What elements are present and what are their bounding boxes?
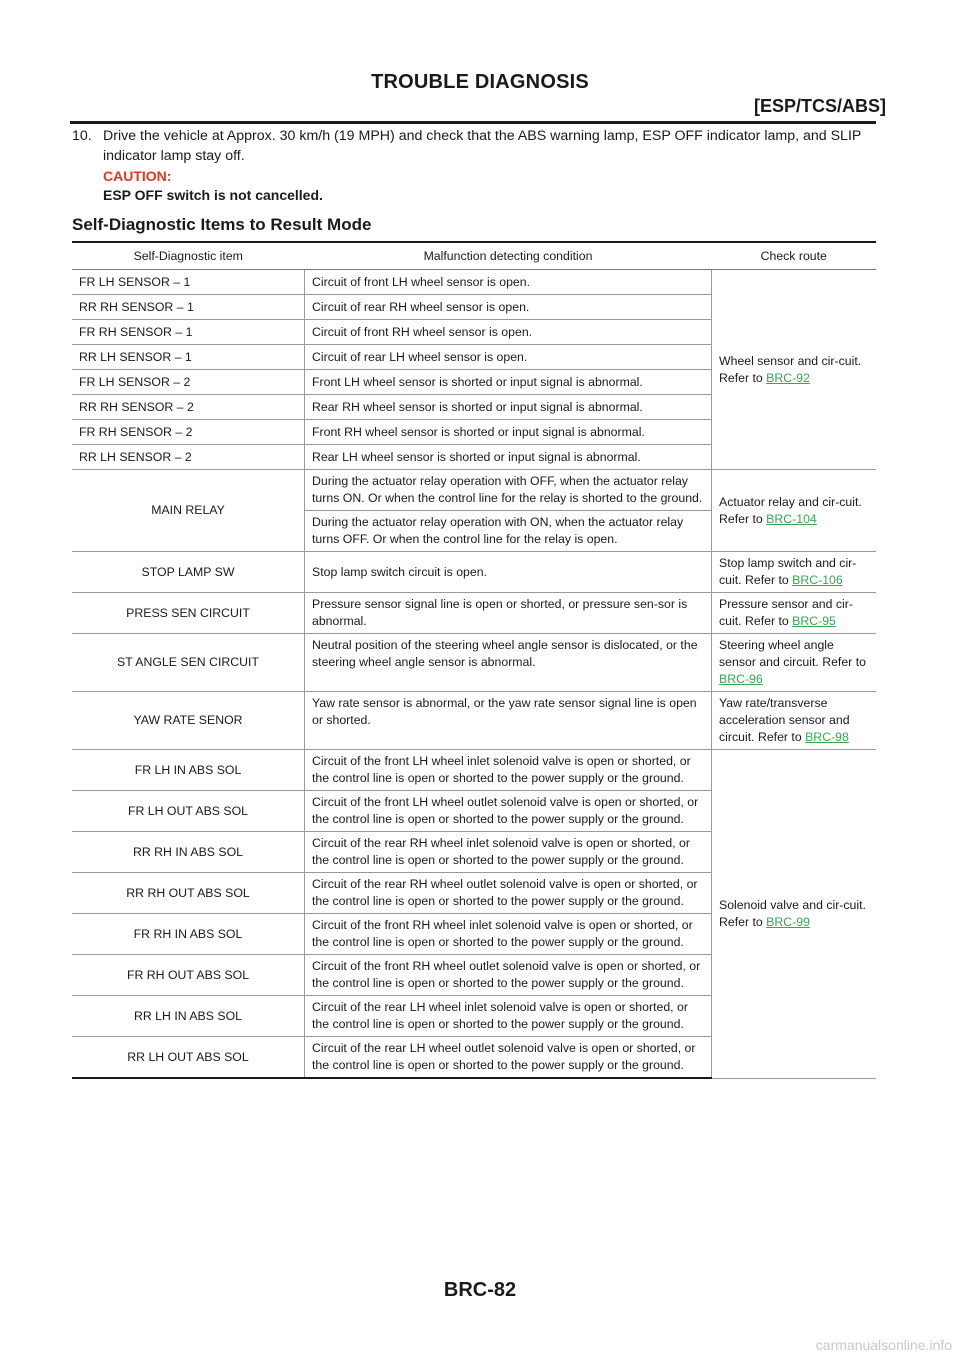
condition-cell: Circuit of the front RH wheel inlet solenoid valve is open or shorted, or the control line is open or shorted to the power supply or the ground.	[305, 914, 712, 955]
condition-cell: Circuit of the front LH wheel inlet solenoid valve is open or shorted, or the control line is open or shorted to the power supply or the ground.	[305, 750, 712, 791]
item-cell: RR RH OUT ABS SOL	[72, 873, 305, 914]
route-cell-stop-lamp	[712, 552, 877, 593]
step-number: 10.	[72, 128, 92, 144]
table-row	[72, 470, 876, 511]
condition-cell: During the actuator relay operation with ON, when the actuator relay turns OFF. Or when the control line for the relay is open.	[305, 511, 712, 552]
condition-cell: Circuit of the rear RH wheel inlet solenoid valve is open or shorted, or the control line is open or shorted to the power supply or the ground.	[305, 832, 712, 873]
condition-cell: Circuit of front LH wheel sensor is open.	[305, 270, 712, 295]
condition-cell: Circuit of the rear RH wheel outlet solenoid valve is open or shorted, or the control line is open or shorted to the power supply or the ground.	[305, 873, 712, 914]
item-cell: RR RH IN ABS SOL	[72, 832, 305, 873]
page-number: BRC-82	[443, 1279, 517, 1301]
column-header-item: Self-Diagnostic item	[72, 242, 305, 270]
condition-cell: Circuit of the front LH wheel outlet solenoid valve is open or shorted, or the control line is open or shorted to the power supply or the ground.	[305, 791, 712, 832]
diagnostic-items-table	[72, 241, 876, 1079]
item-cell: FR LH IN ABS SOL	[72, 750, 305, 791]
route-text: Steering wheel angle sensor and circuit. Refer to	[719, 638, 866, 669]
item-cell: FR RH SENSOR – 2	[72, 420, 305, 445]
route-cell-pressure-sensor	[712, 593, 877, 634]
item-cell: FR RH OUT ABS SOL	[72, 955, 305, 996]
condition-cell: Yaw rate sensor is abnormal, or the yaw rate sensor signal line is open or shorted.	[305, 692, 712, 750]
item-cell: FR LH OUT ABS SOL	[72, 791, 305, 832]
condition-cell: Front RH wheel sensor is shorted or input signal is abnormal.	[305, 420, 712, 445]
item-cell: RR LH IN ABS SOL	[72, 996, 305, 1037]
table-row	[72, 593, 876, 634]
condition-cell: Rear RH wheel sensor is shorted or input signal is abnormal.	[305, 395, 712, 420]
brc-95-link[interactable]: BRC-95	[792, 614, 836, 628]
route-text: Wheel sensor and cir-cuit. Refer to	[719, 353, 862, 385]
item-cell: PRESS SEN CIRCUIT	[72, 593, 305, 634]
condition-cell: Front LH wheel sensor is shorted or input signal is abnormal.	[305, 370, 712, 395]
page-title: TROUBLE DIAGNOSIS	[371, 71, 589, 93]
table-row	[72, 552, 876, 593]
procedure-step	[72, 126, 892, 166]
column-header-route: Check route	[712, 242, 877, 270]
condition-cell: Circuit of the rear LH wheel outlet solenoid valve is open or shorted, or the control line is open or shorted to the power supply or the ground.	[305, 1037, 712, 1079]
watermark: carmanualsonline.info	[815, 1337, 952, 1353]
table-header-row	[72, 242, 876, 270]
item-cell: FR LH SENSOR – 1	[72, 270, 305, 295]
item-cell: MAIN RELAY	[72, 470, 305, 552]
item-cell: RR RH SENSOR – 2	[72, 395, 305, 420]
table-row	[72, 692, 876, 750]
route-cell-wheel-sensor	[712, 270, 877, 470]
route-text: Pressure sensor and cir-cuit. Refer to	[719, 597, 853, 628]
condition-cell: Pressure sensor signal line is open or shorted, or pressure sen-sor is abnormal.	[305, 593, 712, 634]
caution-text: ESP OFF switch is not cancelled.	[103, 187, 323, 203]
brc-96-link[interactable]: BRC-96	[719, 672, 763, 686]
condition-cell: Circuit of rear RH wheel sensor is open.	[305, 295, 712, 320]
route-cell-actuator-relay	[712, 470, 877, 552]
table-row	[72, 634, 876, 692]
brc-98-link[interactable]: BRC-98	[805, 730, 849, 744]
table-row	[72, 270, 876, 295]
condition-cell: Circuit of rear LH wheel sensor is open.	[305, 345, 712, 370]
condition-cell: Rear LH wheel sensor is shorted or input signal is abnormal.	[305, 445, 712, 470]
condition-cell: Stop lamp switch circuit is open.	[305, 552, 712, 593]
item-cell: RR RH SENSOR – 1	[72, 295, 305, 320]
section-heading: Self-Diagnostic Items to Result Mode	[72, 215, 372, 234]
item-cell: ST ANGLE SEN CIRCUIT	[72, 634, 305, 692]
item-cell: FR LH SENSOR – 2	[72, 370, 305, 395]
brc-92-link[interactable]: BRC-92	[766, 370, 810, 385]
condition-cell: Circuit of the rear LH wheel inlet solenoid valve is open or shorted, or the control line is open or shorted to the power supply or the ground.	[305, 996, 712, 1037]
route-text: Solenoid valve and cir-cuit. Refer to	[719, 897, 866, 929]
route-cell-yaw-rate	[712, 692, 877, 750]
brc-99-link[interactable]: BRC-99	[766, 914, 810, 929]
condition-cell: Circuit of the front RH wheel outlet solenoid valve is open or shorted, or the control line is open or shorted to the power supply or the ground.	[305, 955, 712, 996]
item-cell: YAW RATE SENOR	[72, 692, 305, 750]
condition-cell: Neutral position of the steering wheel angle sensor is dislocated, or the steering wheel angle sensor is abnormal.	[305, 634, 712, 692]
route-cell-solenoid	[712, 750, 877, 1079]
header-rule	[70, 121, 876, 124]
item-cell: RR LH SENSOR – 2	[72, 445, 305, 470]
route-text: Yaw rate/transverse acceleration sensor and circuit. Refer to	[719, 696, 850, 744]
item-cell: RR LH SENSOR – 1	[72, 345, 305, 370]
item-cell: FR RH IN ABS SOL	[72, 914, 305, 955]
brc-104-link[interactable]: BRC-104	[766, 511, 817, 526]
step-text: Drive the vehicle at Approx. 30 km/h (19 MPH) and check that the ABS warning lamp, ESP OFF indicator lamp, and SLIP indicator lamp stay off.	[103, 128, 862, 164]
section-code: [ESP/TCS/ABS]	[753, 96, 886, 116]
condition-cell: During the actuator relay operation with OFF, when the actuator relay turns ON. Or when the control line for the relay is shorted to the ground.	[305, 470, 712, 511]
column-header-condition: Malfunction detecting condition	[305, 242, 712, 270]
caution-label: CAUTION:	[103, 168, 172, 184]
item-cell: STOP LAMP SW	[72, 552, 305, 593]
table-row	[72, 750, 876, 791]
item-cell: FR RH SENSOR – 1	[72, 320, 305, 345]
condition-cell: Circuit of front RH wheel sensor is open.	[305, 320, 712, 345]
route-text: Stop lamp switch and cir-cuit. Refer to	[719, 556, 857, 587]
route-text: Actuator relay and cir-cuit. Refer to	[719, 494, 862, 526]
route-cell-steering-angle	[712, 634, 877, 692]
brc-106-link[interactable]: BRC-106	[792, 573, 843, 587]
item-cell: RR LH OUT ABS SOL	[72, 1037, 305, 1079]
